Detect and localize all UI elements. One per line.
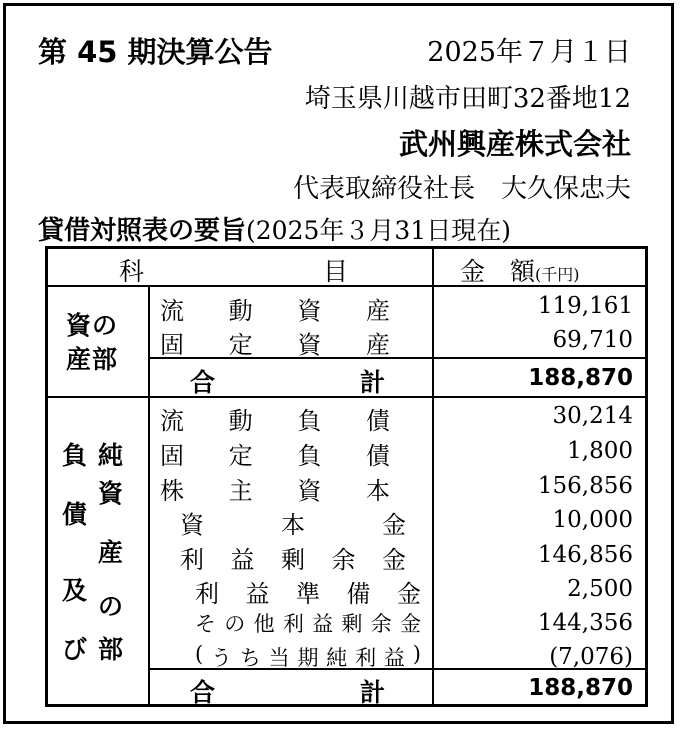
liability-row-6-char: の <box>224 612 246 636</box>
balance-sheet-title <box>38 210 511 247</box>
liability-row-7-char: ) <box>412 642 421 666</box>
liability-row-7-char: う <box>211 646 233 670</box>
liability-row-4-char: 利 <box>180 546 204 574</box>
liability-row-6-char: 剰 <box>341 612 363 636</box>
liability-row-6-char: 余 <box>370 612 392 636</box>
asset-row-1-char: 定 <box>228 331 253 359</box>
liability-row-4-char: 益 <box>230 546 255 574</box>
liabilities-total-value: 188,870 <box>528 675 633 701</box>
liabilities-total-label-b: 計 <box>360 678 386 707</box>
liability-row-1-char: 定 <box>228 442 253 470</box>
asset-row-0-label <box>160 291 390 326</box>
liability-row-0-char: 負 <box>297 407 322 435</box>
asset-row-1-value: 69,710 <box>552 327 633 353</box>
liability-row-7-value: (7,076) <box>549 644 633 670</box>
liability-row-7-char: ( <box>195 642 204 666</box>
liability-row-6-char: 金 <box>399 612 421 636</box>
liability-row-5-char: 益 <box>245 580 270 608</box>
liability-row-1-char: 負 <box>297 442 322 470</box>
net-assets-label-char: 部 <box>98 635 124 664</box>
liability-row-7-char: 当 <box>268 646 290 670</box>
liability-row-3-char: 本 <box>281 511 305 539</box>
liabilities-label-char: 及 <box>62 576 88 605</box>
net-assets-label-char: 資 <box>98 479 124 508</box>
representative-name: 代表取締役社長 大久保忠夫 <box>292 174 631 204</box>
liability-row-3-char: 金 <box>382 511 406 539</box>
liability-row-6-char: 益 <box>312 612 334 636</box>
liability-row-6-value: 144,356 <box>537 610 633 636</box>
liability-row-6-char: 利 <box>282 612 304 636</box>
column-header-amount <box>460 252 580 288</box>
column-header-ka: 科 <box>119 257 145 286</box>
liability-row-7-char: ち <box>239 646 261 670</box>
asset-row-0-char: 資 <box>297 297 322 325</box>
liability-row-3-char: 資 <box>180 511 204 539</box>
asset-row-1-char: 産 <box>365 331 390 359</box>
company-name: 武州興産株式会社 <box>398 127 631 161</box>
liability-row-6-char: そ <box>195 612 216 636</box>
liabilities-label-char: 負 <box>62 441 88 470</box>
liability-row-2-label <box>160 471 390 506</box>
asset-row-0-char: 産 <box>365 297 390 325</box>
liability-row-5-char: 金 <box>397 580 421 608</box>
asset-row-1-char: 資 <box>297 331 322 359</box>
asset-row-0-value: 119,161 <box>537 293 633 319</box>
liability-row-0-label <box>160 401 390 436</box>
liability-row-2-char: 株 <box>160 477 184 505</box>
company-address: 埼玉県川越市田町32番地12 <box>304 84 631 114</box>
liability-row-5-char: 準 <box>296 580 320 608</box>
net-assets-label-char: の <box>98 592 124 621</box>
notice-title: 第 45 期決算公告 <box>38 35 273 69</box>
asset-row-0-char: 動 <box>228 297 253 325</box>
liability-row-2-value: 156,856 <box>537 473 633 499</box>
liability-row-7-char: 純 <box>326 646 348 670</box>
liability-row-0-value: 30,214 <box>552 403 633 429</box>
liability-row-5-char: 利 <box>195 580 219 608</box>
liability-row-2-char: 主 <box>228 477 253 505</box>
assets-section-label-2: 産部 <box>66 345 119 374</box>
liability-row-5-char: 備 <box>346 580 371 608</box>
liability-row-6-char: 他 <box>253 612 275 636</box>
column-header-unit: (千円) <box>535 265 580 284</box>
liability-row-4-value: 146,856 <box>537 542 633 568</box>
liability-row-7-char: 期 <box>297 646 319 670</box>
liability-row-4-char: 余 <box>331 546 356 574</box>
balance-sheet-title-date: (2025年３月31日現在) <box>246 216 511 245</box>
liability-row-7-char: 利 <box>355 646 377 670</box>
asset-row-1-label <box>160 325 390 360</box>
liability-row-1-value: 1,800 <box>567 438 633 464</box>
balance-sheet-title-main: 貸借対照表の要旨 <box>38 216 247 246</box>
liability-row-4-char: 剰 <box>281 546 305 574</box>
liability-row-2-char: 資 <box>297 477 322 505</box>
assets-total-value: 188,870 <box>528 365 633 391</box>
column-header-kin: 金 額 <box>460 257 536 286</box>
liability-row-7-char: 益 <box>383 646 405 670</box>
liabilities-total-label-a: 合 <box>190 678 216 707</box>
liability-row-3-label <box>180 505 406 540</box>
liability-row-4-label <box>180 540 406 575</box>
liability-row-0-char: 流 <box>160 407 184 435</box>
liability-row-3-value: 10,000 <box>552 507 633 533</box>
liability-row-6-label <box>195 608 421 638</box>
liabilities-label-char: 債 <box>62 500 88 529</box>
liability-row-1-char: 固 <box>160 442 184 470</box>
liabilities-label-char: び <box>62 635 88 664</box>
asset-row-1-char: 固 <box>160 331 184 359</box>
liability-row-5-value: 2,500 <box>567 576 633 602</box>
liability-row-7-label <box>195 642 421 672</box>
liability-row-0-char: 動 <box>228 407 253 435</box>
asset-row-0-char: 流 <box>160 297 184 325</box>
net-assets-label-char: 産 <box>98 538 124 567</box>
net-assets-label-char: 純 <box>98 441 124 470</box>
liability-row-1-label <box>160 436 390 471</box>
assets-section-label-1: 資の <box>66 311 119 340</box>
liability-row-2-char: 本 <box>365 477 390 505</box>
assets-total-label-b: 計 <box>360 368 386 397</box>
assets-total-label-a: 合 <box>190 368 216 397</box>
liability-row-5-label <box>195 574 421 609</box>
liability-row-4-char: 金 <box>382 546 406 574</box>
notice-date: 2025年７月１日 <box>427 37 631 68</box>
liability-row-0-char: 債 <box>365 407 390 435</box>
column-header-moku: 目 <box>323 257 349 286</box>
liability-row-1-char: 債 <box>365 442 390 470</box>
